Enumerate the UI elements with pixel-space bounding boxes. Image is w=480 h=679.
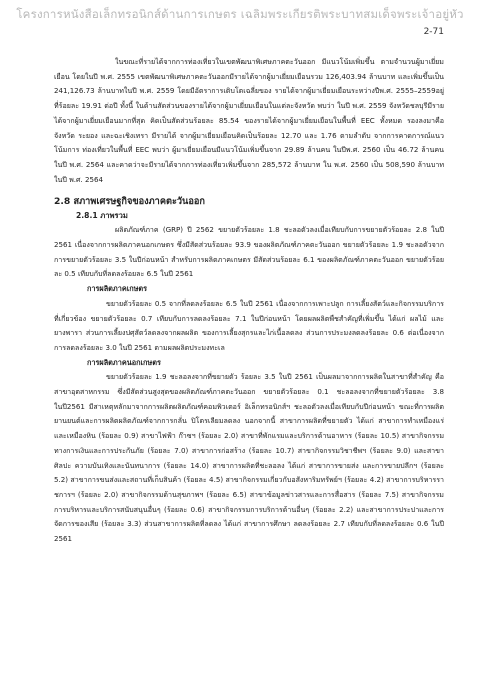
page-body: [54, 55, 444, 547]
non-agriculture-paragraph: ขยายตัวร้อยละ 1.9 ชะลอลงจากที่ขยายตัว ร้อยละ 3.5 ในปี 2561 เป็นผลมาจากการผลิตในสาขาที่สำคัญ คือ สาขาอุตสาหกรรม ซึ่งมีสัดส่วนสูงสุดของผลิตภัณฑ์ภาคตะวันออก ขยายตัวร้อยละ 0.1 ชะลอลงจากที่ขยายตัวร้อยละ 3.8 ในปี2561 มีสาเหตุหลักมาจากการผลิตผลิตภัณฑ์คอมพิวเตอร์ อิเล็กทรอนิกส์ฯ ชะลอตัวลงเมื่อเทียบกับปีก่อนหน้า ขณะที่การผลิตยานยนต์และการผลิตผลิตภัณฑ์จากการกลั่น ปิโตรเลียมลดลง นอกจากนี้ สาขาการผลิตที่ขยายตัว ได้แก่ สาขาการทำเหมืองแร่และเหมืองหิน (ร้อยละ 0.9) สาขาไฟฟ้า ก๊าซฯ (ร้อยละ 2.0) สาขาที่พักแรมและบริการด้านอาหาร (ร้อยละ 10.5) สาขากิจกรรมทางการเงินและการประกันภัย (ร้อยละ 7.0) สาขาการก่อสร้าง (ร้อยละ 10.7) สาขากิจกรรมวิชาชีพฯ (ร้อยละ 9.0) และสาขาศิลปะ ความบันเทิงและนันทนาการ (ร้อยละ 14.0) สาขาการผลิตที่ชะลอลง ได้แก่ สาขาการขายส่ง และการขายปลีกฯ (ร้อยละ 5.2) สาขาการขนส่งและสถานที่เก็บสินค้า (ร้อยละ 4.5) สาขากิจกรรมเกี่ยวกับอสังหาริมทรัพย์ฯ (ร้อยละ 4.2) สาขาการบริหารราชการฯ (ร้อยละ 2.0) สาขากิจกรรมด้านสุขภาพฯ (ร้อยละ 6.5) สาขาข้อมูลข่าวสารและการสื่อสาร (ร้อยละ 7.5) สาขากิจกรรมการบริหารและบริการสนับสนุนอื่นๆ (ร้อยละ 0.6) สาขากิจกรรมการบริการด้านอื่นๆ (ร้อยละ 2.2) และสาขาการประปาและการจัดการของเสีย (ร้อยละ 3.3) ส่วนสาขาการผลิตที่ลดลง ได้แก่ สาขาการศึกษา ลดลงร้อยละ 2.7 เทียบกับที่ลดลงร้อยละ 0.6 ในปี 2561: [54, 372, 444, 544]
non-agriculture-heading: การผลิตภาคนอกเกษตร: [87, 357, 161, 367]
running-header: โครงการหนังสือเล็กทรอนิกส์ด้านการเกษตร เฉลิมพระเกียรติพระบาทสมเด็จพระเจ้าอยู่หัว: [16, 7, 464, 21]
overview-paragraph: ผลิตภัณฑ์ภาค (GRP) ปี 2562 ขยายตัวร้อยละ 1.8 ชะลอตัวลงเมื่อเทียบกับการขยายตัวร้อยละ 2.8 ในปี 2561 เนื่องจากการผลิตภาคนอกเกษตร ซึ่งมีสัดส่วนร้อยละ 93.9 ของผลิตภัณฑ์ภาคตะวันออก ขยายตัวร้อยละ 1.9 ชะลอตัวจากการขยายตัวร้อยละ 3.5 ในปีก่อนหน้า สำหรับการผลิตภาคเกษตร มีสัดส่วนร้อยละ 6.1 ของผลิตภัณฑ์ภาคตะวันออก ขยายตัวร้อยละ 0.5 เทียบกับที่ลดลงร้อยละ 6.5 ในปี 2561: [54, 225, 444, 279]
tourism-revenue-paragraph: ในขณะที่รายได้จากการท่องเที่ยวในเขตพัฒนาพิเศษภาคตะวันออก มีแนวโน้มเพิ่มขึ้น ตามจำนวนผู้มาเยี่ยมเยือน โดยในปี พ.ศ. 2555 เขตพัฒนาพิเศษภาคตะวันออกมีรายได้จากผู้มาเยี่ยมเยือนรวม 126,403.94 ล้านบาท และเพิ่มขึ้นเป็น 241,126.73 ล้านบาทในปี พ.ศ. 2559 โดยมีอัตราการเติบโตเฉลี่ยของ รายได้จากผู้มาเยี่ยมเยือนระหว่างปีพ.ศ. 2555–2559อยู่ที่ร้อยละ 19.91 ต่อปี ทั้งนี้ ในด้านสัดส่วนของรายได้จากผู้มาเยี่ยมเยือนในแต่ละจังหวัด พบว่า ในปี พ.ศ. 2559 จังหวัดชลบุรีมีรายได้จากผู้มาเยี่ยมเยือนมากที่สุด คิดเป็นสัดส่วนร้อยละ 85.54 ของรายได้จากผู้มาเยี่ยมเยือนในพื้นที่ EEC ทั้งหมด รองลงมาคือ จังหวัด ระยอง และฉะเชิงเทรา มีรายได้ จากผู้มาเยี่ยมเยือนคิดเป็นร้อยละ 12.70 และ 1.76 ตามลำดับ จากการคาดการณ์แนวโน้มการ ท่องเที่ยวในพื้นที่ EEC พบว่า ผู้มาเยี่ยมเยือนมีแนวโน้มเพิ่มขึ้นจาก 29.89 ล้านคน ในปีพ.ศ. 2560 เป็น 46.72 ล้านคน ในปี พ.ศ. 2564 และคาดว่าจะมีรายได้จากการท่องเที่ยวเพิ่มขึ้นจาก 285,572 ล้านบาท ใน พ.ศ. 2560 เป็น 508,590 ล้านบาท ในปี พ.ศ. 2564: [54, 57, 444, 184]
subsection-heading: 2.8.1 ภาพรวม: [76, 211, 128, 221]
section-heading: 2.8 สภาพเศรษฐกิจของภาคตะวันออก: [54, 196, 205, 208]
page-number: 2-71: [423, 27, 444, 37]
agriculture-heading: การผลิตภาคเกษตร: [87, 284, 148, 294]
agriculture-paragraph: ขยายตัวร้อยละ 0.5 จากที่ลดลงร้อยละ 6.5 ในปี 2561 เนื่องจากการเพาะปลูก การเลี้ยงสัตว์และกิจกรรมบริการที่เกี่ยวข้อง ขยายตัวร้อยละ 0.7 เทียบกับการลดลงร้อยละ 7.1 ในปีก่อนหน้า โดยผลผลิตพืชสำคัญที่เพิ่มขึ้น ได้แก่ ผลไม้ และยางพารา ส่วนการเลี้ยงปศุสัตว์ลดลงจากผลผลิต ของการเลี้ยงสุกรและไก่เนื้อลดลง ส่วนการประมงลดลงร้อยละ 0.6 ต่อเนื่องจากการลดลงร้อยละ 3.0 ในปี 2561 ตามผลผลิตประมงทะเล: [54, 298, 444, 352]
